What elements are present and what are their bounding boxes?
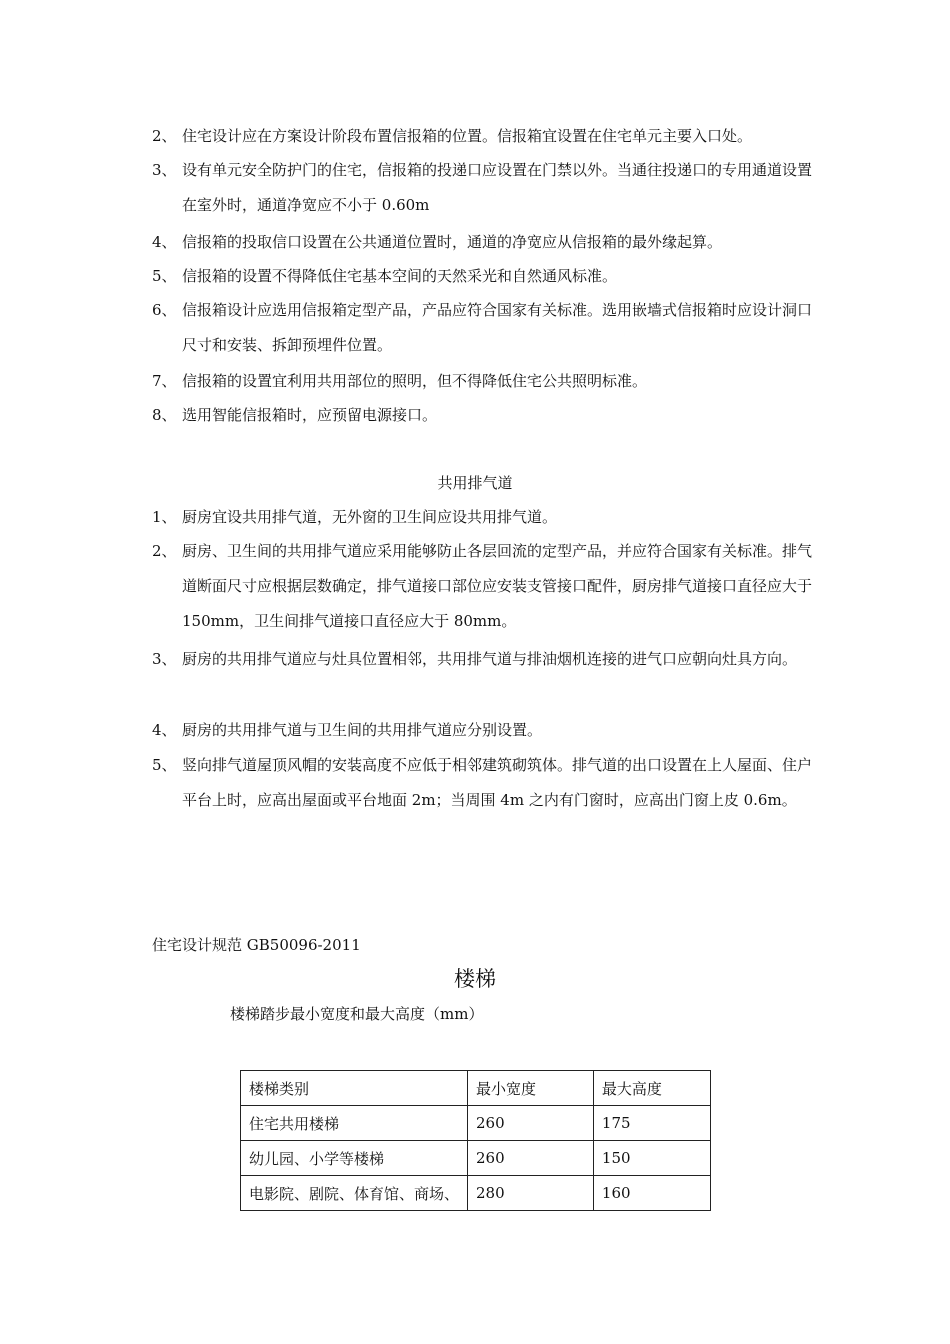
exhaust-item [152, 500, 812, 535]
item-number: 4、 [152, 233, 177, 251]
item-text: 信报箱的投取信口设置在公共通道位置时，通道的净宽应从信报箱的最外缘起算。 [182, 233, 723, 251]
item-text: 信报箱设计应选用信报箱定型产品，产品应符合国家有关标准。选用嵌墙式信报箱时应设计洞口尺寸和安装、拆卸预埋件位置。 [182, 301, 813, 354]
mailbox-item [152, 364, 812, 399]
item-text: 竖向排气道屋顶风帽的安装高度不应低于相邻建筑砌筑体。排气道的出口设置在上人屋面、住户平台上时，应高出屋面或平台地面 2m；当周围 4m 之内有门窗时，应高出门窗上皮 0.6m。 [182, 756, 813, 809]
table-cell: 住宅共用楼梯 [241, 1106, 468, 1141]
item-number: 4、 [152, 721, 177, 739]
item-text: 信报箱的设置宜利用共用部位的照明，但不得降低住宅公共照明标准。 [182, 372, 648, 390]
mailbox-item [152, 153, 812, 223]
item-text: 厨房的共用排气道与卫生间的共用排气道应分别设置。 [182, 721, 543, 739]
item-number: 7、 [152, 372, 177, 390]
item-text: 厨房宜设共用排气道，无外窗的卫生间应设共用排气道。 [182, 508, 558, 526]
table-row [241, 1141, 711, 1176]
item-number: 8、 [152, 406, 177, 424]
table-row [241, 1176, 711, 1211]
table-cell: 160 [593, 1176, 710, 1211]
stairs-title: 楼梯 [454, 967, 496, 991]
item-text: 住宅设计应在方案设计阶段布置信报箱的位置。信报箱宜设置在住宅单元主要入口处。 [182, 127, 753, 145]
table-header-row [241, 1071, 711, 1106]
item-number: 6、 [152, 301, 177, 319]
item-text: 厨房的共用排气道应与灶具位置相邻，共用排气道与排油烟机连接的进气口应朝向灶具方向。 [182, 650, 798, 668]
table-cell: 260 [468, 1141, 594, 1176]
table-cell: 175 [593, 1106, 710, 1141]
mailbox-item [152, 259, 812, 294]
item-text: 厨房、卫生间的共用排气道应采用能够防止各层回流的定型产品，并应符合国家有关标准。排气道断面尺寸应根据层数确定，排气道接口部位应安装支管接口配件，厨房排气道接口直径应大于 150mm，卫生间排气道接口直径应大于 80mm。 [182, 542, 813, 630]
table-cell: 电影院、剧院、体育馆、商场、 [241, 1176, 468, 1211]
item-number: 5、 [152, 756, 177, 774]
table-caption: 楼梯踏步最小宽度和最大高度（mm） [230, 1005, 484, 1023]
exhaust-item [152, 748, 812, 818]
mailbox-item [152, 225, 812, 260]
section-title: 共用排气道 [437, 474, 513, 492]
mailbox-item [152, 293, 812, 363]
code-reference: 住宅设计规范 GB50096-2011 [152, 936, 361, 954]
header-cell: 楼梯类别 [241, 1071, 468, 1106]
header-cell: 最小宽度 [468, 1071, 594, 1106]
table-cell: 280 [468, 1176, 594, 1211]
item-number: 2、 [152, 127, 177, 145]
table-cell: 260 [468, 1106, 594, 1141]
item-number: 3、 [152, 161, 177, 179]
item-text: 选用智能信报箱时，应预留电源接口。 [182, 406, 438, 424]
exhaust-item [152, 534, 812, 639]
table-row [241, 1106, 711, 1141]
table-cell: 幼儿园、小学等楼梯 [241, 1141, 468, 1176]
header-cell: 最大高度 [593, 1071, 710, 1106]
exhaust-item [152, 713, 812, 748]
table-cell: 150 [593, 1141, 710, 1176]
item-number: 5、 [152, 267, 177, 285]
item-number: 3、 [152, 650, 177, 668]
stairs-table [240, 1070, 711, 1211]
item-text: 信报箱的设置不得降低住宅基本空间的天然采光和自然通风标准。 [182, 267, 618, 285]
item-number: 2、 [152, 542, 177, 560]
exhaust-item [152, 642, 812, 677]
item-number: 1、 [152, 508, 177, 526]
mailbox-item [152, 398, 812, 433]
mailbox-item [152, 119, 812, 154]
item-text: 设有单元安全防护门的住宅，信报箱的投递口应设置在门禁以外。当通往投递口的专用通道设置在室外时，通道净宽应不小于 0.60m [182, 161, 813, 214]
